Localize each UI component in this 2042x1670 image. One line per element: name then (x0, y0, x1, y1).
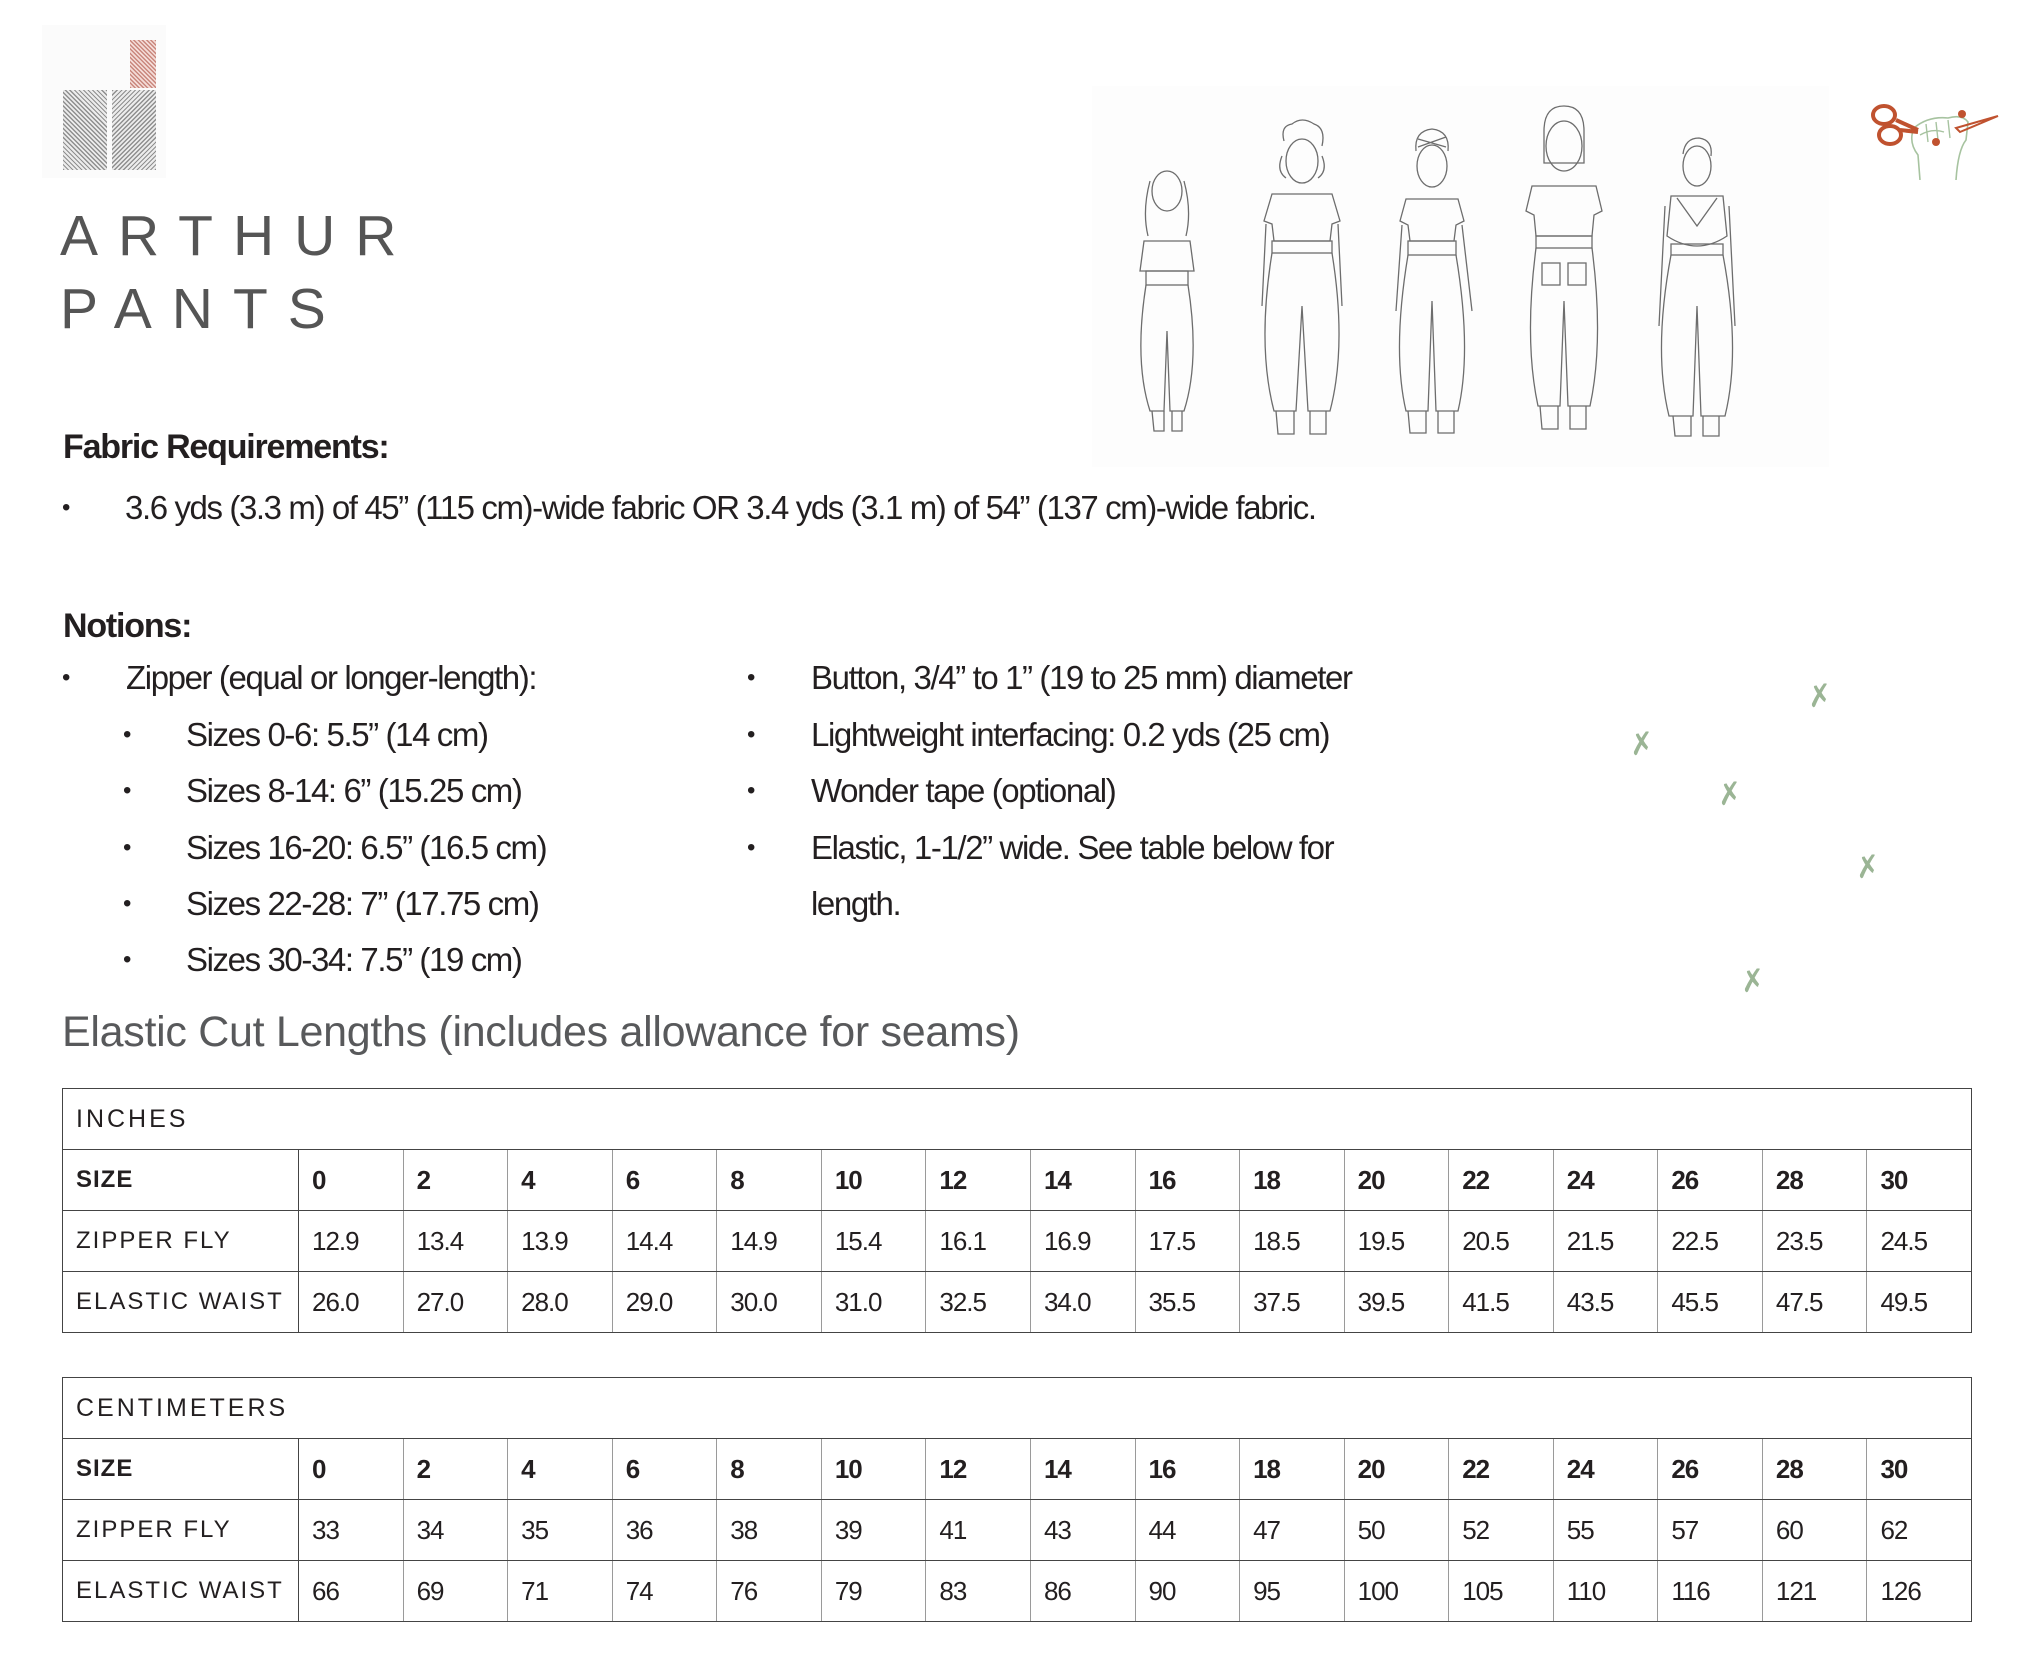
row-label: ZIPPER FLY (63, 1500, 299, 1561)
value-cell: 12.9 (299, 1211, 404, 1272)
size-cell: 22 (1449, 1439, 1554, 1500)
table-row-size (63, 1439, 1972, 1500)
value-cell: 37.5 (1240, 1272, 1345, 1333)
table-unit-row (63, 1089, 1972, 1150)
value-cell: 13.9 (508, 1211, 613, 1272)
notion-item-interfacing: Lightweight interfacing: 0.2 yds (25 cm) (811, 716, 1330, 753)
value-cell: 41 (926, 1500, 1031, 1561)
size-cell: 28 (1762, 1439, 1867, 1500)
value-cell: 62 (1867, 1500, 1972, 1561)
bullet-icon: • (123, 721, 132, 748)
fabric-item: 3.6 yds (3.3 m) of 45” (115 cm)-wide fabric OR 3.4 yds (3.1 m) of 54” (137 cm)-wide fabric. (125, 489, 1316, 526)
row-label: SIZE (63, 1150, 299, 1211)
value-cell: 110 (1553, 1561, 1658, 1622)
zipper-size-item: Sizes 30-34: 7.5” (19 cm) (186, 941, 522, 978)
hatched-blocks-logo-icon (42, 25, 166, 178)
logo-gray-block-right (112, 90, 156, 170)
value-cell: 23.5 (1762, 1211, 1867, 1272)
size-cell: 20 (1344, 1439, 1449, 1500)
x-mark-icon: ✗ (1627, 726, 1657, 763)
title-line-2: PANTS (60, 277, 346, 341)
size-cell: 26 (1658, 1150, 1763, 1211)
size-cell: 18 (1240, 1150, 1345, 1211)
value-cell: 34.0 (1030, 1272, 1135, 1333)
value-cell: 83 (926, 1561, 1031, 1622)
zipper-size-item: Sizes 0-6: 5.5” (14 cm) (186, 716, 488, 753)
size-cell: 28 (1762, 1150, 1867, 1211)
value-cell: 52 (1449, 1500, 1554, 1561)
value-cell: 14.4 (612, 1211, 717, 1272)
elastic-table-inches (62, 1088, 1972, 1333)
value-cell: 15.4 (821, 1211, 926, 1272)
unit-label: CENTIMETERS (63, 1378, 1972, 1439)
value-cell: 39 (821, 1500, 926, 1561)
value-cell: 24.5 (1867, 1211, 1972, 1272)
logo-gray-block-left (63, 90, 107, 170)
value-cell: 116 (1658, 1561, 1763, 1622)
value-cell: 49.5 (1867, 1272, 1972, 1333)
value-cell: 35 (508, 1500, 613, 1561)
size-cell: 4 (508, 1439, 613, 1500)
value-cell: 90 (1135, 1561, 1240, 1622)
zipper-size-item: Sizes 8-14: 6” (15.25 cm) (186, 772, 522, 809)
value-cell: 121 (1762, 1561, 1867, 1622)
value-cell: 38 (717, 1500, 822, 1561)
value-cell: 95 (1240, 1561, 1345, 1622)
value-cell: 57 (1658, 1500, 1763, 1561)
size-cell: 30 (1867, 1439, 1972, 1500)
elastic-cut-lengths-title: Elastic Cut Lengths (includes allowance for seams) (62, 1008, 1020, 1056)
value-cell: 26.0 (299, 1272, 404, 1333)
value-cell: 33 (299, 1500, 404, 1561)
table-row-zipper-fly (63, 1211, 1972, 1272)
value-cell: 13.4 (403, 1211, 508, 1272)
size-cell: 4 (508, 1150, 613, 1211)
size-cell: 8 (717, 1439, 822, 1500)
value-cell: 21.5 (1553, 1211, 1658, 1272)
value-cell: 66 (299, 1561, 404, 1622)
size-cell: 6 (612, 1439, 717, 1500)
x-mark-icon: ✗ (1738, 963, 1768, 1000)
row-label: ELASTIC WAIST (63, 1561, 299, 1622)
value-cell: 18.5 (1240, 1211, 1345, 1272)
bullet-icon: • (747, 834, 756, 861)
x-mark-icon: ✗ (1715, 776, 1745, 813)
value-cell: 17.5 (1135, 1211, 1240, 1272)
value-cell: 100 (1344, 1561, 1449, 1622)
size-cell: 0 (299, 1150, 404, 1211)
value-cell: 86 (1030, 1561, 1135, 1622)
bullet-icon: • (747, 777, 756, 804)
value-cell: 30.0 (717, 1272, 822, 1333)
size-cell: 18 (1240, 1439, 1345, 1500)
size-cell: 2 (403, 1150, 508, 1211)
size-cell: 6 (612, 1150, 717, 1211)
value-cell: 69 (403, 1561, 508, 1622)
fabric-requirements-heading: Fabric Requirements: (63, 428, 389, 466)
size-cell: 12 (926, 1439, 1031, 1500)
row-label: SIZE (63, 1439, 299, 1500)
value-cell: 27.0 (403, 1272, 508, 1333)
elastic-table-centimeters (62, 1377, 1972, 1622)
bullet-icon: • (123, 777, 132, 804)
x-mark-icon: ✗ (1805, 678, 1835, 715)
size-cell: 8 (717, 1150, 822, 1211)
value-cell: 71 (508, 1561, 613, 1622)
value-cell: 32.5 (926, 1272, 1031, 1333)
value-cell: 47.5 (1762, 1272, 1867, 1333)
figure-4 (1526, 106, 1602, 429)
hand-holding-scissors-icon (1870, 80, 2000, 180)
bullet-icon: • (123, 946, 132, 973)
unit-label: INCHES (63, 1089, 1972, 1150)
title-line-1: ARTHUR (60, 204, 417, 268)
value-cell: 41.5 (1449, 1272, 1554, 1333)
bullet-icon: • (62, 494, 71, 521)
zipper-size-item: Sizes 16-20: 6.5” (16.5 cm) (186, 829, 547, 866)
size-cell: 24 (1553, 1150, 1658, 1211)
notion-item-button: Button, 3/4” to 1” (19 to 25 mm) diameter (811, 659, 1352, 696)
value-cell: 29.0 (612, 1272, 717, 1333)
value-cell: 43.5 (1553, 1272, 1658, 1333)
value-cell: 55 (1553, 1500, 1658, 1561)
value-cell: 79 (821, 1561, 926, 1622)
size-cell: 14 (1030, 1439, 1135, 1500)
size-cell: 22 (1449, 1150, 1554, 1211)
zipper-size-item: Sizes 22-28: 7” (17.75 cm) (186, 885, 539, 922)
figure-2 (1262, 120, 1342, 434)
size-cell: 16 (1135, 1150, 1240, 1211)
logo-red-block (130, 40, 156, 88)
table-unit-row (63, 1378, 1972, 1439)
value-cell: 31.0 (821, 1272, 926, 1333)
value-cell: 14.9 (717, 1211, 822, 1272)
size-cell: 12 (926, 1150, 1031, 1211)
notion-item-zipper: Zipper (equal or longer-length): (126, 659, 537, 696)
bullet-icon: • (62, 664, 71, 691)
value-cell: 16.1 (926, 1211, 1031, 1272)
notion-item-elastic: Elastic, 1-1/2” wide. See table below for (811, 829, 1334, 866)
size-cell: 26 (1658, 1439, 1763, 1500)
notion-item-wonder-tape: Wonder tape (optional) (811, 772, 1116, 809)
figure-1 (1140, 171, 1194, 431)
table-row-zipper-fly (63, 1500, 1972, 1561)
value-cell: 44 (1135, 1500, 1240, 1561)
value-cell: 35.5 (1135, 1272, 1240, 1333)
value-cell: 36 (612, 1500, 717, 1561)
value-cell: 126 (1867, 1561, 1972, 1622)
table-row-elastic-waist (63, 1561, 1972, 1622)
value-cell: 105 (1449, 1561, 1554, 1622)
value-cell: 60 (1762, 1500, 1867, 1561)
size-cell: 10 (821, 1150, 926, 1211)
bullet-icon: • (123, 890, 132, 917)
row-label: ZIPPER FLY (63, 1211, 299, 1272)
bullet-icon: • (747, 664, 756, 691)
size-cell: 24 (1553, 1439, 1658, 1500)
value-cell: 19.5 (1344, 1211, 1449, 1272)
size-cell: 14 (1030, 1150, 1135, 1211)
value-cell: 50 (1344, 1500, 1449, 1561)
figure-3 (1396, 129, 1472, 433)
notion-item-elastic-continued: length. (811, 885, 901, 922)
size-cell: 2 (403, 1439, 508, 1500)
value-cell: 45.5 (1658, 1272, 1763, 1333)
row-label: ELASTIC WAIST (63, 1272, 299, 1333)
value-cell: 34 (403, 1500, 508, 1561)
size-cell: 20 (1344, 1150, 1449, 1211)
size-cell: 30 (1867, 1150, 1972, 1211)
value-cell: 47 (1240, 1500, 1345, 1561)
value-cell: 28.0 (508, 1272, 613, 1333)
size-cell: 10 (821, 1439, 926, 1500)
x-mark-icon: ✗ (1853, 849, 1883, 886)
size-cell: 0 (299, 1439, 404, 1500)
figure-5 (1659, 138, 1735, 436)
value-cell: 22.5 (1658, 1211, 1763, 1272)
value-cell: 16.9 (1030, 1211, 1135, 1272)
value-cell: 20.5 (1449, 1211, 1554, 1272)
table-row-size (63, 1150, 1972, 1211)
bullet-icon: • (747, 721, 756, 748)
bullet-icon: • (123, 834, 132, 861)
value-cell: 39.5 (1344, 1272, 1449, 1333)
pattern-title (60, 200, 416, 346)
five-figures-wearing-arthur-pants-illustration (1092, 86, 1829, 467)
notions-heading: Notions: (63, 607, 192, 645)
value-cell: 74 (612, 1561, 717, 1622)
value-cell: 43 (1030, 1500, 1135, 1561)
table-row-elastic-waist (63, 1272, 1972, 1333)
value-cell: 76 (717, 1561, 822, 1622)
size-cell: 16 (1135, 1439, 1240, 1500)
